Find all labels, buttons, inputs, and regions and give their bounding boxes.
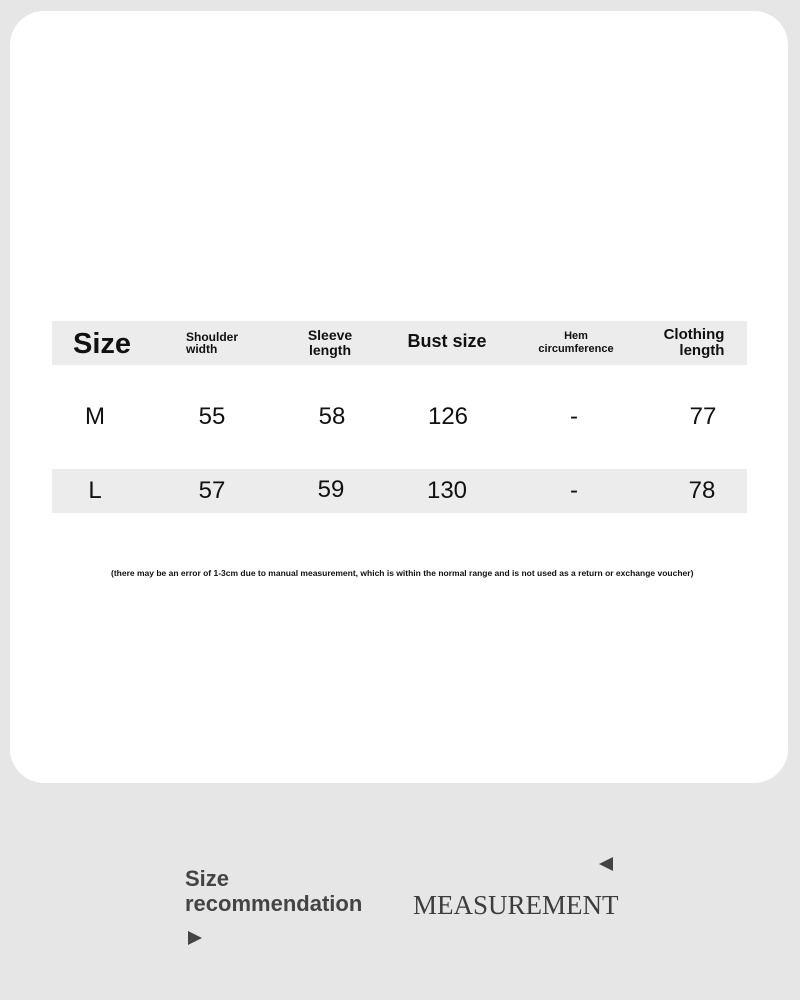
table-row <box>52 365 747 469</box>
row-l-shoulder: 57 <box>198 477 226 504</box>
footer-title-line2: recommendation <box>185 891 363 916</box>
header-clothing-line1: Clothing <box>663 326 725 343</box>
row-m-sleeve: 58 <box>318 403 346 430</box>
header-shoulder-width <box>186 331 238 355</box>
row-m-size: M <box>85 403 105 430</box>
row-m-length: 77 <box>689 403 717 430</box>
measurement-label: MEASUREMENT <box>413 890 619 920</box>
size-table <box>52 321 747 513</box>
row-m-shoulder: 55 <box>198 403 226 430</box>
header-clothing-line2: length <box>679 342 725 359</box>
header-sleeve-length <box>308 328 352 358</box>
footer-title-line1: Size <box>185 866 230 891</box>
row-l-length: 78 <box>688 477 716 504</box>
size-recommendation-title <box>185 866 362 916</box>
row-l-sleeve: 59 <box>317 475 345 503</box>
table-row <box>52 469 747 513</box>
header-sleeve-line2: length <box>309 342 351 358</box>
header-clothing-length <box>664 327 725 359</box>
header-hem-line1: Hem <box>564 330 588 342</box>
header-hem-circumference <box>538 330 613 356</box>
header-bust-size: Bust size <box>407 331 487 352</box>
row-l-size: L <box>88 477 102 504</box>
triangle-right-icon <box>188 931 202 945</box>
header-size: Size <box>72 327 132 360</box>
header-shoulder-line1: Shoulder <box>185 330 239 344</box>
header-hem-line2: circumference <box>538 343 614 355</box>
measurement-note: (there may be an error of 1-3cm due to manual measurement, which is within the normal range and is not used as a return or exchange voucher) <box>111 568 694 578</box>
header-sleeve-line1: Sleeve <box>307 327 353 343</box>
row-m-bust: 126 <box>427 403 469 430</box>
triangle-left-icon <box>599 857 613 871</box>
header-shoulder-line2: width <box>185 342 218 356</box>
row-m-hem: - <box>570 403 578 430</box>
row-l-hem: - <box>570 477 578 504</box>
table-header-row <box>52 321 747 365</box>
row-l-bust: 130 <box>426 477 468 504</box>
